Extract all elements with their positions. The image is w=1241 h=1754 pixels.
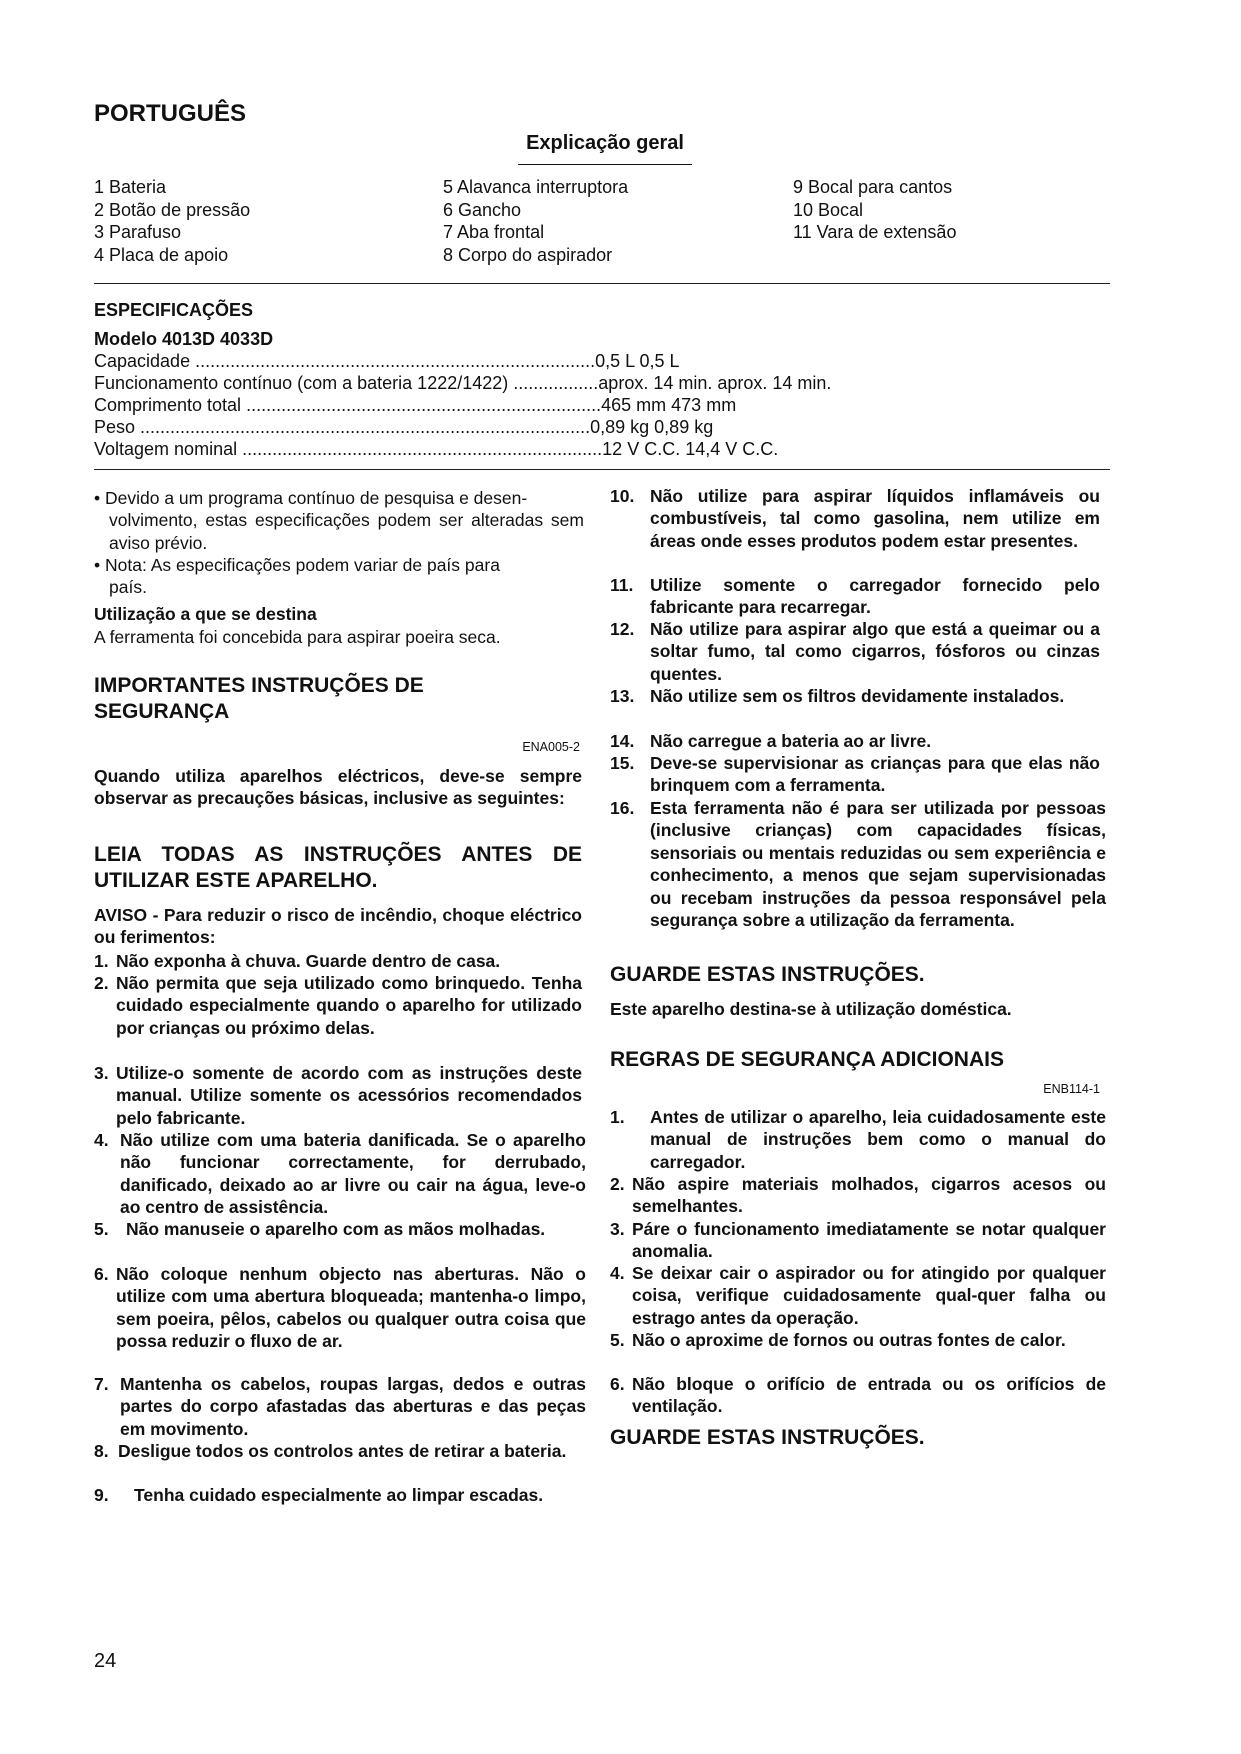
save-instructions-heading-2: GUARDE ESTAS INSTRUÇÕES.	[610, 1426, 925, 1449]
doc-code-ena: ENA005-2	[522, 740, 580, 754]
safety-item: 5. Não manuseie o aparelho com as mãos molhadas.	[94, 1219, 546, 1239]
spec-row-length: Comprimento total .......................................................................465 mm 473 mm	[94, 395, 737, 415]
safety-intro: Quando utiliza aparelhos eléctricos, deve-se sempre observar as precauções básicas, inclusive as seguintes:	[94, 766, 582, 809]
save-instructions-heading: GUARDE ESTAS INSTRUÇÕES.	[610, 963, 925, 986]
safety-item: 11. Utilize somente o carregador fornecido pelo fabricante para recarregar.	[610, 575, 1100, 618]
additional-rule-item: 2. Não aspire materiais molhados, cigarros acesos ou semelhantes.	[610, 1174, 1106, 1217]
domestic-use-note: Este aparelho destina-se à utilização doméstica.	[610, 999, 1012, 1019]
part-item: 1 Bateria	[94, 177, 167, 197]
part-item: 6 Gancho	[443, 199, 522, 220]
safety-item: 14. Não carregue a bateria ao ar livre.	[610, 731, 932, 751]
part-item: 9 Bocal para cantos	[793, 177, 953, 197]
part-item: 2 Botão de pressão	[94, 199, 251, 220]
page-number: 24	[94, 1650, 117, 1672]
warning-text: AVISO - Para reduzir o risco de incêndio, choque eléctrico ou ferimentos:	[94, 905, 582, 948]
doc-code-enb: ENB114-1	[1043, 1082, 1100, 1096]
safety-item: 10. Não utilize para aspirar líquidos inflamáveis ou combustíveis, tal como gasolina, nem utilize em áreas onde esses produtos podem estar presentes.	[610, 486, 1100, 551]
specs-title: ESPECIFICAÇÕES	[94, 300, 254, 320]
part-item: 5 Alavanca interruptora	[443, 177, 629, 197]
safety-item: 3. Utilize-o somente de acordo com as instruções deste manual. Utilize somente os acessórios recomendados pelo fabricante.	[94, 1063, 582, 1128]
safety-item: 7. Mantenha os cabelos, roupas largas, dedos e outras partes do corpo afastadas das aberturas e das peças em movimento.	[94, 1374, 586, 1439]
divider	[94, 283, 1110, 284]
part-item: 7 Aba frontal	[443, 222, 545, 242]
spec-row-weight: Peso ..........................................................................................0,89 kg 0,89 kg	[94, 417, 714, 437]
read-all-heading: LEIA TODAS AS INSTRUÇÕES ANTES DE UTILIZAR ESTE APARELHO.	[94, 843, 582, 892]
additional-rule-item: 6. Não bloque o orifício de entrada ou os orifícios de ventilação.	[610, 1374, 1106, 1417]
part-item: 8 Corpo do aspirador	[443, 244, 613, 265]
safety-item: 13. Não utilize sem os filtros devidamente instalados.	[610, 686, 1065, 706]
safety-item: 8. Desligue todos os controlos antes de retirar a bateria.	[94, 1441, 567, 1461]
additional-rule-item: 1. Antes de utilizar o aparelho, leia cuidadosamente este manual de instruções bem como o manual do carregador.	[610, 1107, 1106, 1172]
parts-column-3	[793, 176, 956, 244]
general-explanation-title: Explicação geral	[518, 132, 692, 165]
specs-model: Modelo 4013D 4033D	[94, 329, 274, 349]
additional-rule-item: 5. Não o aproxime de fornos ou outras fontes de calor.	[610, 1330, 1066, 1350]
safety-title: IMPORTANTES INSTRUÇÕES DE SEGURANÇA	[94, 674, 424, 723]
spec-row-runtime: Funcionamento contínuo (com a bateria 1222/1422) .................aprox. 14 min. aprox. 14 min.	[94, 373, 832, 393]
safety-item: 2. Não permita que seja utilizado como brinquedo. Tenha cuidado especialmente quando o aparelho for utilizado por crianças ou próximo delas.	[94, 973, 582, 1038]
part-item: 11 Vara de extensão	[793, 222, 957, 242]
bullet-specs-change: • Devido a um programa contínuo de pesquisa e desen- volvimento, estas especificações podem ser alteradas sem aviso prévio.	[94, 488, 584, 553]
divider	[94, 469, 1110, 470]
safety-item: 12. Não utilize para aspirar algo que está a queimar ou a soltar fumo, tal como cigarros, fósforos ou cinzas quentes.	[610, 619, 1100, 684]
safety-item: 4. Não utilize com uma bateria danificada. Se o aparelho não funcionar correctamente, for derrubado, danificado, deixado ao ar livre ou cair na água, leve-o ao centro de assistência.	[94, 1130, 586, 1218]
language-heading: PORTUGUÊS	[94, 100, 247, 127]
safety-item: 9. Tenha cuidado especialmente ao limpar escadas.	[94, 1485, 544, 1505]
safety-item: 6. Não coloque nenhum objecto nas aberturas. Não o utilize com uma abertura bloqueada; mantenha-o limpo, sem poeira, pêlos, cabelos ou qualquer outra coisa que possa reduzir o fluxo de ar.	[94, 1264, 586, 1352]
parts-column-1	[94, 176, 250, 266]
safety-item: 16. Esta ferramenta não é para ser utilizada por pessoas (inclusive crianças) com capacidades físicas, sensoriais ou mentais reduzidas ou sem experiência e conhecimento, a menos que sejam supervisionadas ou recebam instruções da pessoa responsável pela segurança sobre a utilização da ferramenta.	[610, 798, 1106, 931]
part-item: 10 Bocal	[793, 199, 864, 220]
part-item: 3 Parafuso	[94, 222, 182, 242]
spec-row-capacity: Capacidade ................................................................................0,5 L 0,5 L	[94, 351, 680, 371]
additional-rule-item: 3. Páre o funcionamento imediatamente se notar qualquer anomalia.	[610, 1219, 1106, 1262]
parts-column-2	[443, 176, 628, 266]
safety-item: 15. Deve-se supervisionar as crianças para que elas não brinquem com a ferramenta.	[610, 753, 1100, 796]
intended-use-text: A ferramenta foi concebida para aspirar poeira seca.	[94, 627, 501, 647]
additional-rules-title: REGRAS DE SEGURANÇA ADICIONAIS	[610, 1048, 1004, 1071]
bullet-note: • Nota: As especificações podem variar de país para país.	[94, 555, 500, 598]
safety-item: 1. Não exponha à chuva. Guarde dentro de casa.	[94, 951, 501, 971]
part-item: 4 Placa de apoio	[94, 244, 229, 265]
spec-row-voltage: Voltagem nominal ........................................................................12 V C.C. 14,4 V C.C.	[94, 439, 779, 459]
additional-rule-item: 4. Se deixar cair o aspirador ou for atingido por qualquer coisa, verifique cuidadosamente qual-quer falha ou estrago antes da operação.	[610, 1263, 1106, 1328]
intended-use-title: Utilização a que se destina	[94, 604, 317, 624]
